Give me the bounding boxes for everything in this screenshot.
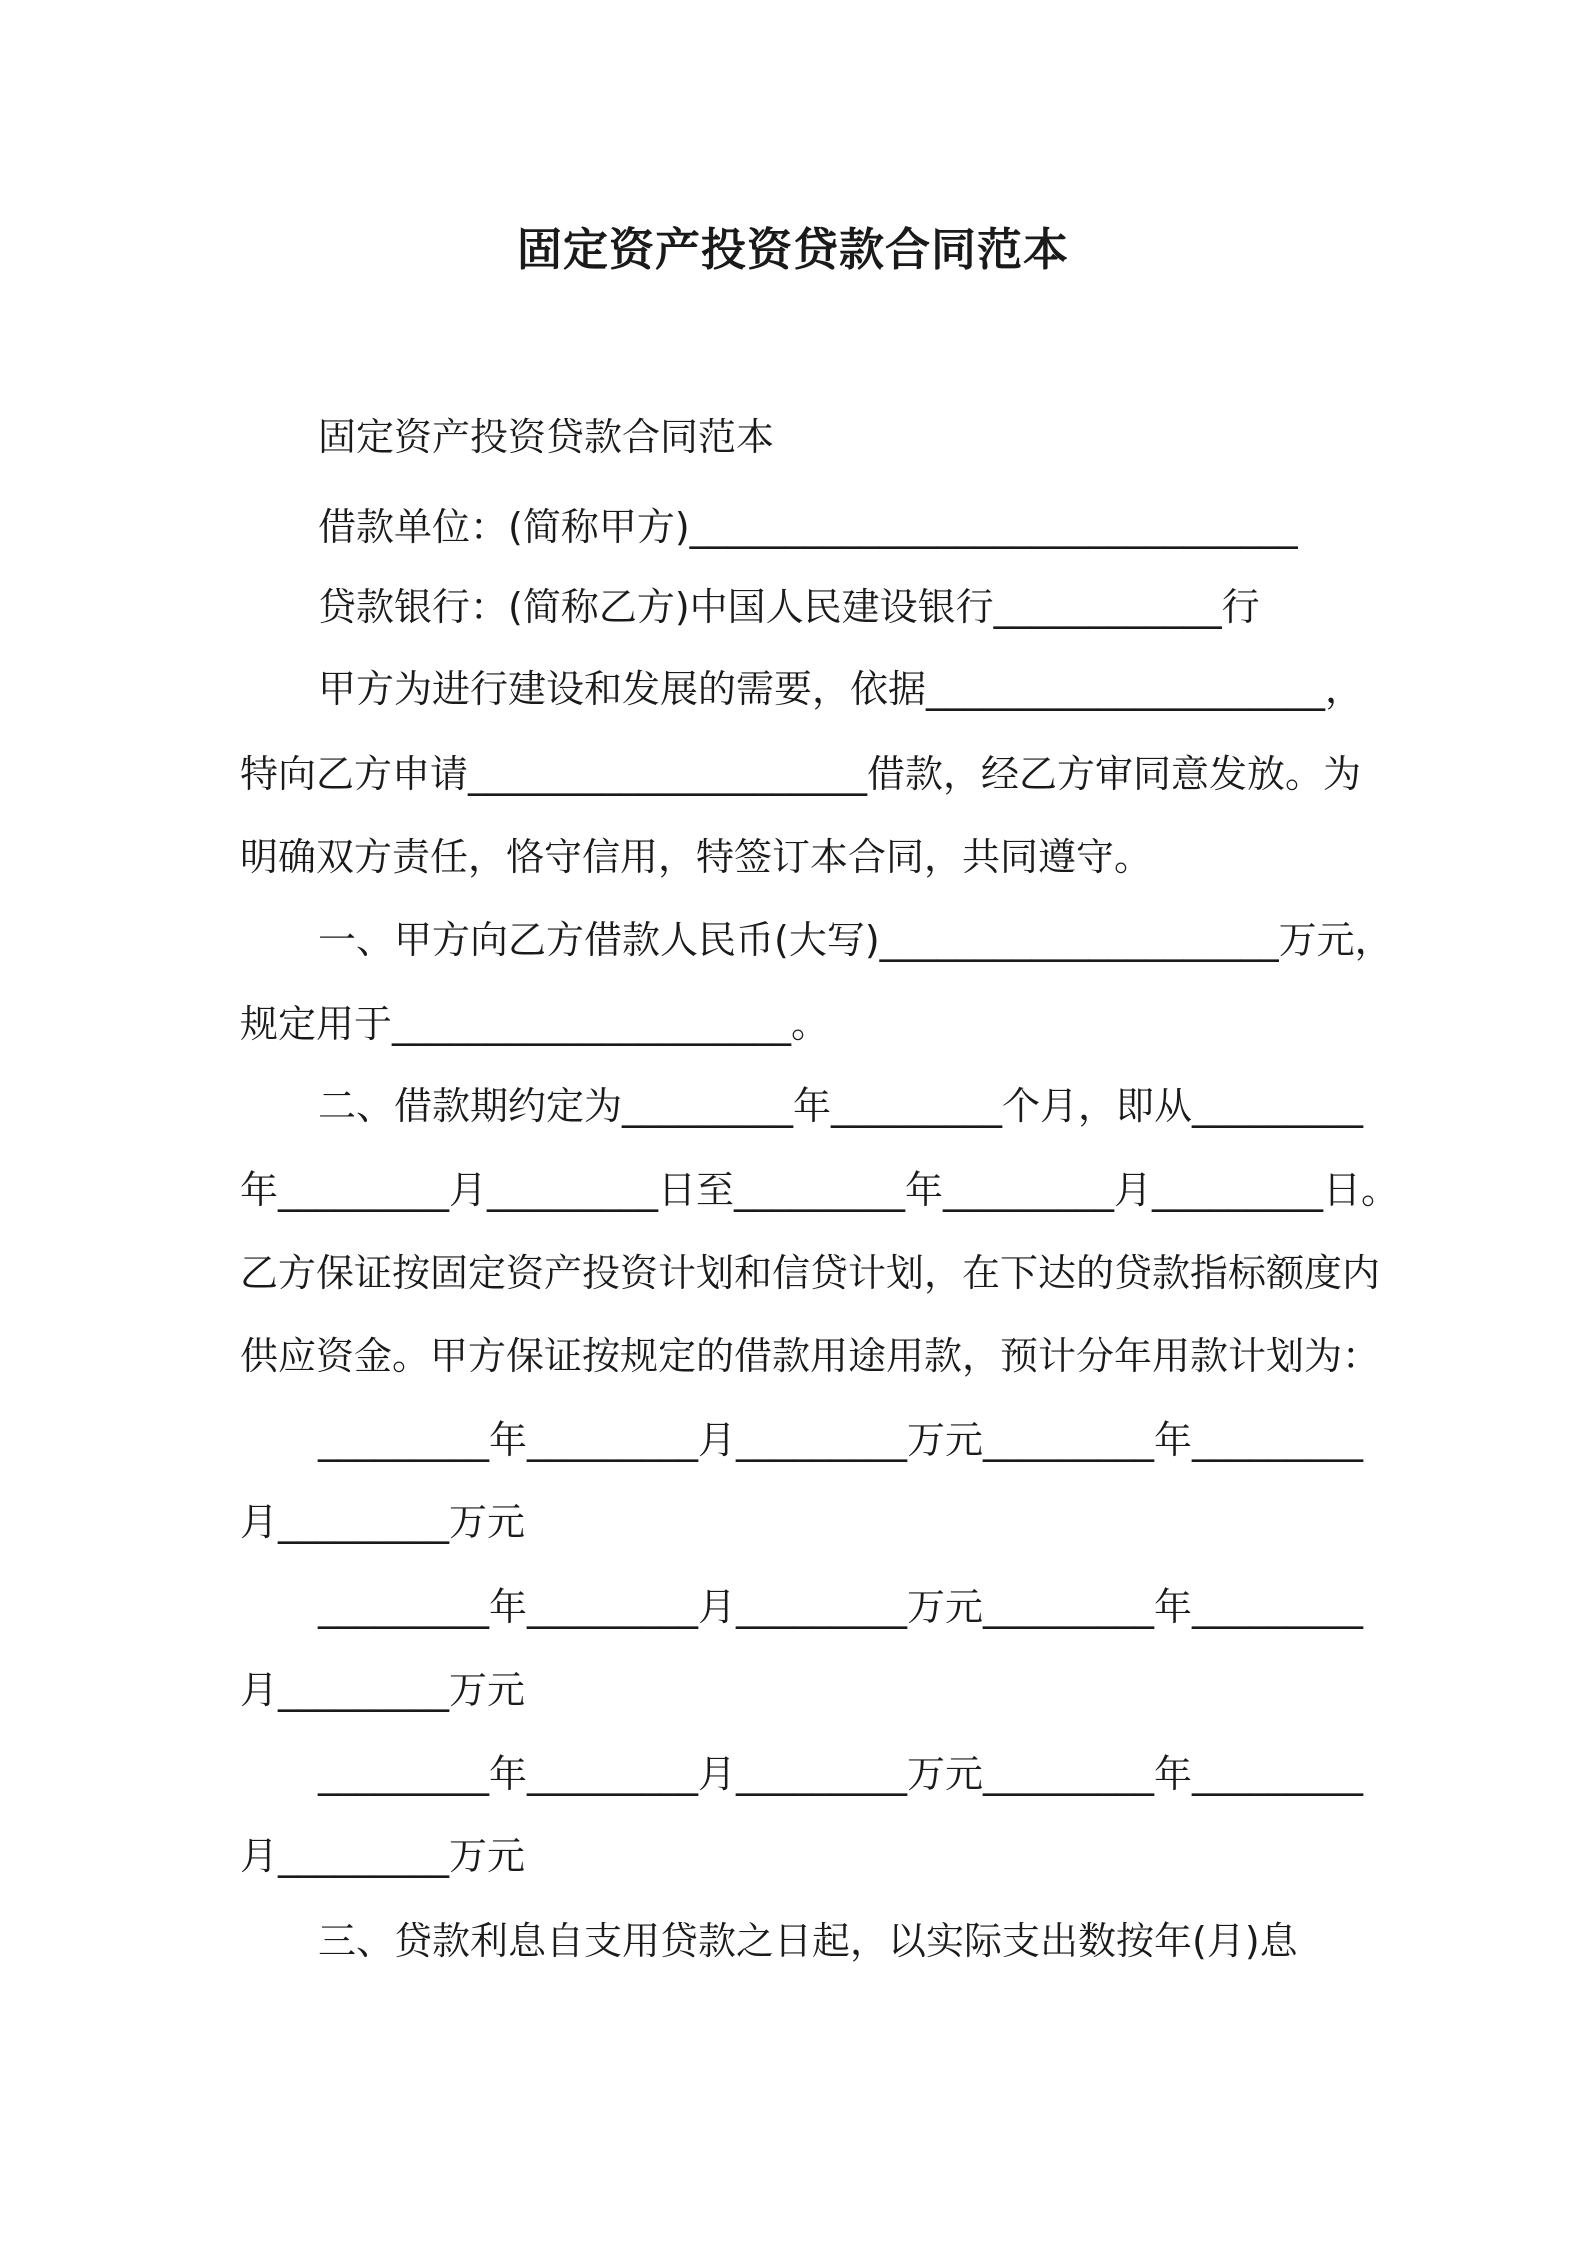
schedule-row-3a: _________年_________月_________万元_________年_________ bbox=[318, 1752, 1364, 1796]
clause-3-line-1: 三、贷款利息自支用贷款之日起，以实际支出数按年(月)息 bbox=[318, 1919, 1298, 1963]
preamble-line-1: 甲方为进行建设和发展的需要，依据_____________________， bbox=[318, 667, 1364, 711]
schedule-row-2b: 月_________万元 bbox=[240, 1668, 526, 1712]
clause-2-line-4: 供应资金。甲方保证按规定的借款用途用款，预计分年用款计划为： bbox=[240, 1334, 1381, 1378]
clause-2-line-3: 乙方保证按固定资产投资计划和信贷计划，在下达的贷款指标额度内 bbox=[240, 1251, 1381, 1295]
document-title: 固定资产投资贷款合同范本 bbox=[516, 223, 1069, 276]
clause-1-line-2: 规定用于_____________________。 bbox=[240, 1002, 830, 1046]
clause-2-line-2: 年_________月_________日至_________年_________月_________日。 bbox=[240, 1168, 1400, 1212]
subtitle-line: 固定资产投资贷款合同范本 bbox=[318, 415, 775, 459]
clause-1-line-1: 一、甲方向乙方借款人民币(大写)_____________________万元， bbox=[318, 918, 1393, 962]
schedule-row-1b: 月_________万元 bbox=[240, 1500, 526, 1544]
schedule-row-3b: 月_________万元 bbox=[240, 1834, 526, 1878]
schedule-row-1a: _________年_________月_________万元_________年_________ bbox=[318, 1418, 1364, 1462]
schedule-row-2a: _________年_________月_________万元_________年_________ bbox=[318, 1585, 1364, 1629]
preamble-line-3: 明确双方责任，恪守信用，特签订本合同，共同遵守。 bbox=[240, 835, 1153, 879]
preamble-line-2: 特向乙方申请_____________________借款，经乙方审同意发放。为 bbox=[240, 752, 1362, 796]
lender-bank-line: 贷款银行：(简称乙方)中国人民建设银行____________行 bbox=[318, 585, 1260, 629]
clause-2-line-1: 二、借款期约定为_________年_________个月，即从_________ bbox=[318, 1084, 1364, 1128]
borrower-line: 借款单位：(简称甲方)________________________________ bbox=[318, 505, 1298, 549]
